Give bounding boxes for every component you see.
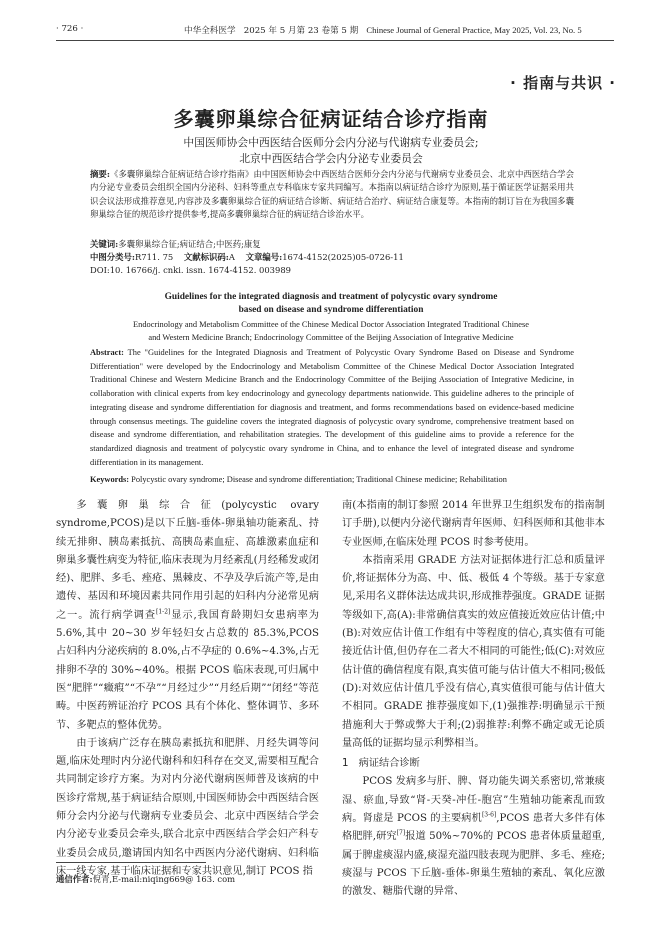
grade-paragraph: 本指南采用 GRADE 方法对证据体进行汇总和质量评价,将证据体分为高、中、低、极低 4 个等级。基于专家意见,采用名义群体法达成共识,形成推荐强度。GRADE 证据等级如下,高(A):非常确信真实的效应值接近效应估计值;中(B):对效应估计值工作组有中等程度的信心,真实值有可能接近估计值,但仍存在二者大不相同的可能性;低(C):对效应估计值的确信程度有限,真实值可能与估计值大不相同;极低(D):对效应估计值几乎没有信心,真实值很可能与估计值大不相同。GRADE 推荐强度如下,(1)强推荐:明确显示干预措施利大于弊或弊大于利;(2)弱推荐:利弊不确定或无论质量高低的证据均显示利弊相当。 bbox=[342, 554, 605, 749]
abstract-en bbox=[90, 346, 574, 469]
diagnosis-text-c: 报道 50%~70%的 PCOS 患者体质量超重,属于脾虚痰湿内盛,痰湿充溢四肢表现为肥胖、多毛、痤疮;痰湿与 PCOS 下丘脑-垂体-卵巢生殖轴的紊乱、氧化应激的激发、糖脂代谢的异常、 bbox=[342, 831, 605, 898]
journal-name-cn: 中华全科医学 bbox=[184, 26, 236, 36]
article-no-value: 1674-4152(2025)05-0726-11 bbox=[282, 252, 404, 262]
footnote-rule bbox=[56, 862, 206, 863]
keywords-cn bbox=[90, 238, 261, 251]
abstract-label-cn: 摘要: bbox=[90, 169, 110, 179]
keywords-text-en: Polycystic ovary syndrome; Disease and syndrome differentiation; Traditional Chinese medicine; Rehabilitation bbox=[131, 475, 507, 484]
diagnosis-paragraph bbox=[342, 773, 605, 901]
article-no-label: 文章编号: bbox=[245, 252, 283, 262]
doc-code-value: A bbox=[228, 252, 235, 262]
intro-text-b: 显示,我国育龄期妇女患病率为 5.6%,其中 20~30 岁年轻妇女占总数的 85.3%,PCOS 占妇科内分泌疾病的 8.0%,占不孕症的 0.6%~4.3%,占无排卵不孕的 30%~40%。根据 PCOS 临床表现,可归属中医“肥胖”“癥瘕”“不孕”“月经过少”“月经后期”“闭经”等范畴。中医药辨证治疗 PCOS 具有个体化、整体调节、多环节、多靶点的整体优势。 bbox=[56, 609, 319, 731]
header-journal-cn bbox=[184, 24, 582, 36]
keywords-label-cn: 关键词: bbox=[90, 239, 119, 249]
keywords-en bbox=[90, 473, 574, 487]
doc-code-label: 文献标识码: bbox=[183, 252, 229, 262]
keywords-text-cn: 多囊卵巢综合征;病证结合;中医药;康复 bbox=[118, 239, 261, 249]
author-line-1: 中国医师协会中西医结合医师分会内分泌与代谢病专业委员会; bbox=[183, 136, 479, 149]
clc-value: R711. 75 bbox=[134, 252, 174, 262]
journal-name-en: Chinese Journal of General Practice, May 2025, Vol. 23, No. 5 bbox=[366, 25, 582, 35]
footnote-text: 倪青,E-mail:niqing669@ 163. com bbox=[92, 874, 236, 884]
intro-text-a: 多囊卵巢综合征(polycystic ovary syndrome,PCOS)是以下丘脑-垂体-卵巢轴功能紊乱、持续无排卵、胰岛素抵抗、高胰岛素血症、高雄激素血症和卵巢多囊性病变为特征,临床表现为月经紊乱(月经稀发或闭经)、肥胖、多毛、痤疮、黑棘皮、不孕及孕后流产等,是由遗传、基因和环境因素共同作用引起的妇科内分泌常见病之一。流行病学调查 bbox=[56, 500, 319, 621]
author-line-2: 北京中西医结合学会内分泌专业委员会 bbox=[239, 152, 423, 165]
body-right-column bbox=[342, 497, 605, 902]
clc-label: 中图分类号: bbox=[90, 252, 135, 262]
intro-paragraph bbox=[56, 497, 319, 735]
title-en-line-2: based on disease and syndrome differentiation bbox=[238, 305, 424, 315]
corresponding-author-footnote bbox=[56, 873, 235, 885]
header-rule bbox=[56, 40, 614, 41]
authors-en-line-1: Endocrinology and Metabolism Committee of the Chinese Medical Doctor Association Integrated Traditional Chinese bbox=[133, 320, 529, 329]
abstract-cn bbox=[90, 168, 574, 222]
doi-line: DOI:10. 16766/j. cnki. issn. 1674-4152. 003989 bbox=[90, 265, 291, 275]
article-title-cn: 多囊卵巢综合征病证结合诊疗指南 bbox=[173, 107, 489, 131]
classification-line bbox=[90, 251, 404, 264]
abstract-label-en: Abstract: bbox=[90, 348, 124, 357]
abstract-text-en: The "Guidelines for the Integrated Diagnosis and Treatment of Polycystic Ovary Syndrome Based on Disease and Syndrome Differentiation" were developed by the Endocrinology and Metabolism Committee of the Chinese Medical Doctor Association Integrated Traditional Chinese and Western Medicine Branch and the Endocrinology Committee of the Beijing Association of Integrative Medicine, in collaboration with clinical experts from key endocrinology and gynecology departments nationwide. This guideline adheres to the principle of integrating disease and syndrome differentiation for diagnosis and treatment, and forms recommendations based on evidence-based medicine through consensus meetings. The guideline covers the integrated diagnosis of polycystic ovary syndrome, comprehensive treatment based on disease and syndrome differentiation, and rehabilitation strategies. The development of this guideline aims to provide a reference for the standardized diagnosis and treatment of polycystic ovary syndrome in China, and to enhance the level of integrated disease and syndrome differentiation in its management. bbox=[90, 348, 574, 467]
background-paragraph: 由于该病广泛存在胰岛素抵抗和肥胖、月经失调等问题,临床处理时内分泌代谢科和妇科存在交叉,需要相互配合共同制定诊疗方案。为对内分泌代谢病医师普及该病的中医诊疗常规,基于病证结合原则,中国医师协会中西医结合医师分会内分泌与代谢病专业委员会、北京中西医结合学会内分泌专业委员会牵头,联合北京中西医结合学会妇产科专业委员会成员,邀请国内知名中西医内分泌代谢病、妇科临床一线专家,基于临床证据和专家共识意见,制订 PCOS 指 bbox=[56, 737, 319, 877]
journal-issue-cn: 2025 年 5 月第 23 卷第 5 期 bbox=[243, 26, 359, 36]
body-left-column bbox=[56, 497, 319, 881]
section-heading-1: 1 病证结合诊断 bbox=[342, 758, 420, 770]
keywords-label-en: Keywords: bbox=[90, 475, 130, 484]
page-number: · 726 · bbox=[56, 24, 84, 34]
citation-ref: [7] bbox=[396, 829, 406, 837]
diagnosis-text-a: PCOS 发病多与肝、脾、肾功能失调关系密切,常兼痰湿、瘀血,导致“肾-天癸-冲任-胞宫”生殖轴功能紊乱而致病。肾虚是 PCOS 的主要病机 bbox=[342, 776, 605, 825]
abstract-text-cn: 《多囊卵巢综合征病证结合诊疗指南》由中国医师协会中西医结合医师分会内分泌与代谢病专业委员会、北京中西医结合学会内分泌专业委员会组织全国内分泌科、妇科等重点专科临床专家共同编写。本指南以病证结合诊疗为原则,基于循证医学证据采用共识会议法形成推荐意见,内容涉及多囊卵巢综合征的病证结合诊断、病证结合治疗、病证结合康复等。本指南的制订旨在为我国多囊卵巢综合征的规范诊疗提供参考,提高多囊卵巢综合征的病证结合诊治水平。 bbox=[90, 169, 574, 220]
footnote-label: 通信作者: bbox=[56, 874, 93, 884]
authors-en-line-2: and Western Medicine Branch; Endocrinology Committee of the Beijing Association of Integrative Medicine bbox=[148, 333, 514, 342]
continued-paragraph: 南(本指南的制订参照 2014 年世界卫生组织发布的指南制订手册),以便内分泌代谢病青年医师、妇科医师和其他非本专业医师,在临床处理 PCOS 时参考使用。 bbox=[342, 500, 605, 548]
citation-ref: [1-2] bbox=[156, 608, 171, 616]
section-tag: · 指南与共识 · bbox=[510, 74, 616, 92]
title-en-line-1: Guidelines for the integrated diagnosis and treatment of polycystic ovary syndrome bbox=[164, 292, 498, 302]
diagnosis-text-b: ,PCOS 患者大多伴有体格肥胖,研究 bbox=[342, 813, 605, 843]
citation-ref: [3-6] bbox=[481, 811, 497, 819]
